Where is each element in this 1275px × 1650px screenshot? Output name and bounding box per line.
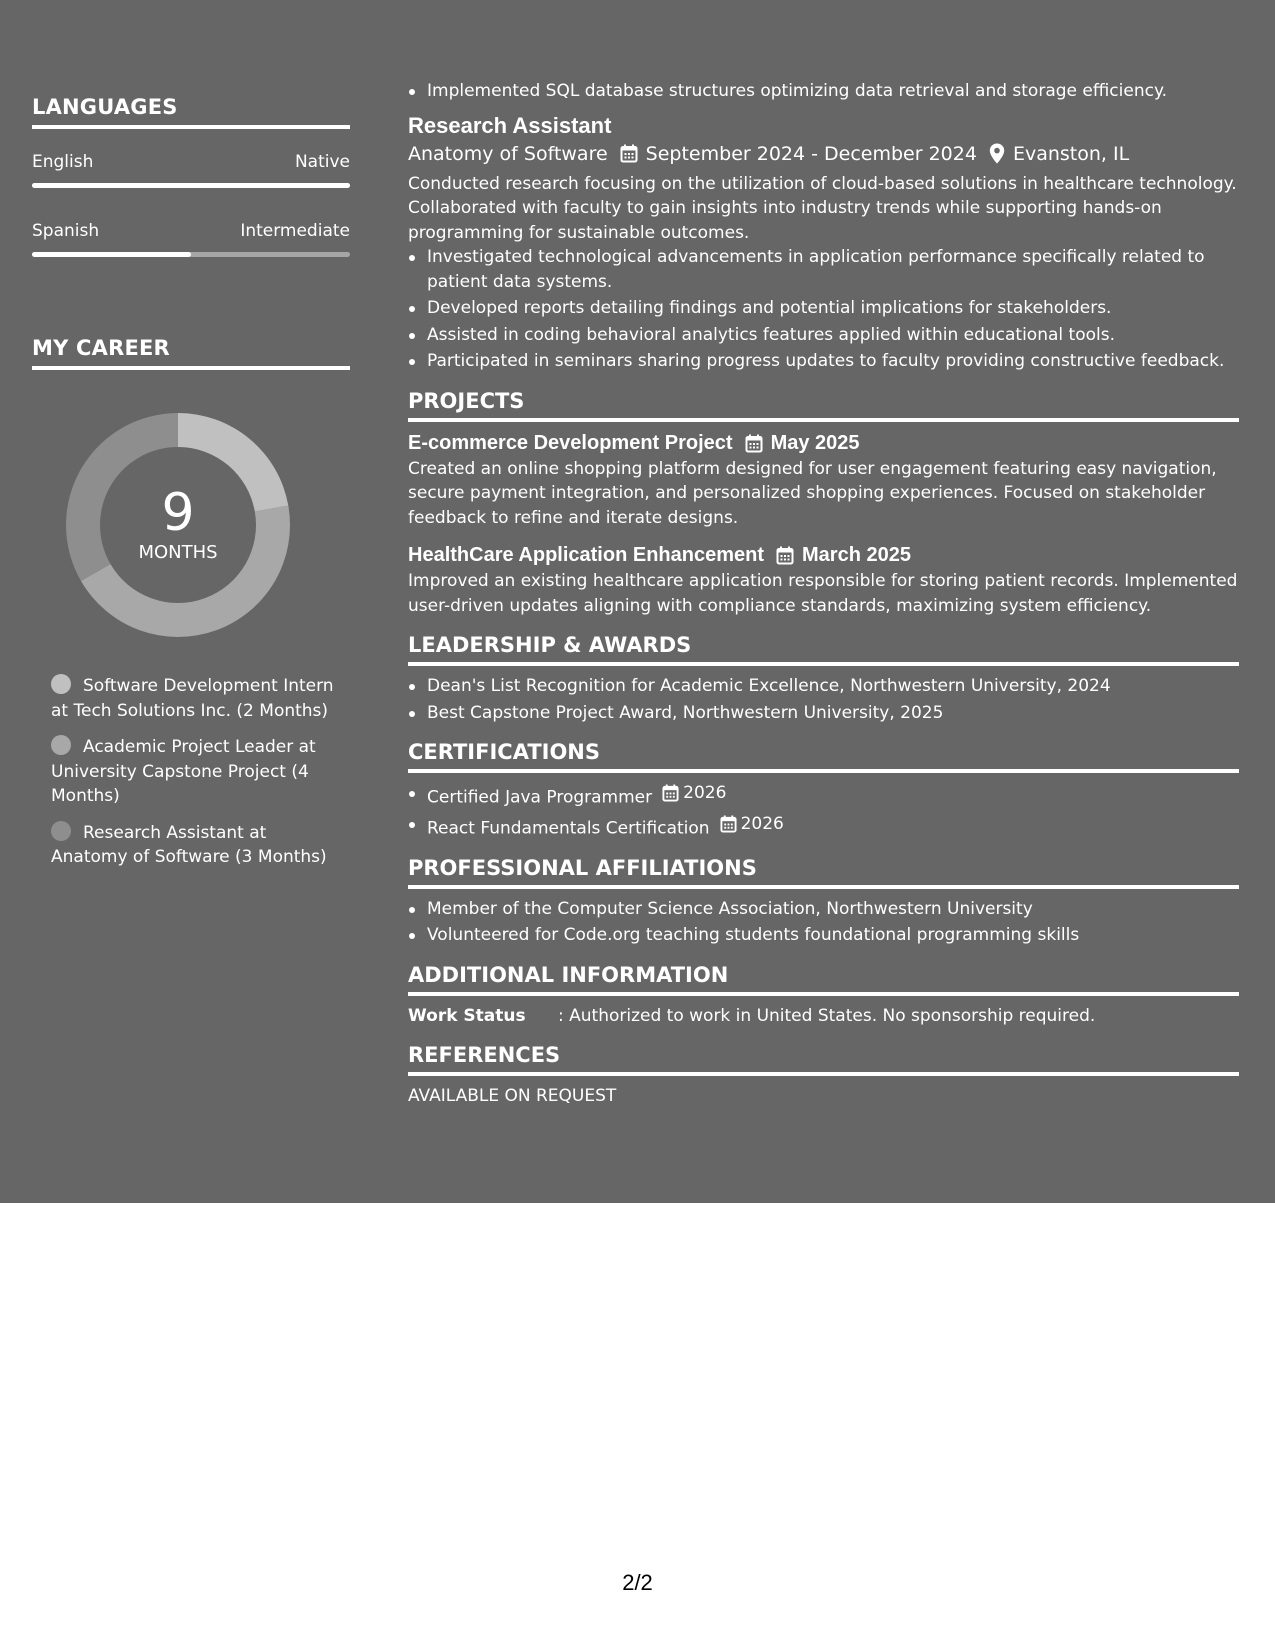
- legend-dot-icon: [51, 674, 71, 694]
- legend-label: Software Development Intern at Tech Solutions Inc. (2 Months): [51, 676, 334, 721]
- project-item: [408, 430, 1239, 531]
- project-description: Created an online shopping platform designed for user engagement featuring easy navigation, secure payment integration, and personalized shopping experiences. Focused on stakeholder feedback to refine and iterate designs.: [408, 458, 1217, 528]
- job-bullet: Assisted in coding behavioral analytics features applied within educational tools.: [427, 323, 1239, 348]
- certification-date: [720, 812, 784, 837]
- certification-year: 2026: [740, 813, 784, 834]
- calendar-icon: [620, 144, 638, 163]
- calendar-icon: [776, 546, 794, 565]
- experience-bullet: Implemented SQL database structures optimizing data retrieval and storage efficiency.: [427, 79, 1239, 104]
- work-status-value: : Authorized to work in United States. No sponsorship required.: [558, 1005, 1096, 1026]
- right-column: [408, 79, 1239, 1108]
- references-heading: REFERENCES: [408, 1042, 1239, 1076]
- language-proficiency-fill: [32, 252, 191, 257]
- project-date: March 2025: [802, 544, 911, 566]
- job-location: Evanston, IL: [1012, 142, 1130, 165]
- project-description: Improved an existing healthcare application responsible for storing patient records. Implemented user-driven updates aligning with compliance standards, maximizing system efficiency.: [408, 571, 1238, 616]
- certification-name: Certified Java Programmer: [427, 787, 653, 808]
- career-total-value: 9: [161, 483, 195, 543]
- languages-heading: LANGUAGES: [32, 94, 350, 129]
- legend-item: [51, 674, 336, 723]
- job-bullet: Investigated technological advancements in application performance specifically related to patient data systems.: [427, 245, 1239, 294]
- language-row: [32, 220, 350, 242]
- language-level: Intermediate: [240, 221, 350, 241]
- certification-item: [427, 781, 1239, 810]
- job-bullets: [408, 245, 1239, 374]
- career-heading: MY CAREER: [32, 335, 350, 370]
- additional-info-heading: ADDITIONAL INFORMATION: [408, 962, 1239, 996]
- legend-label: Academic Project Leader at University Capstone Project (4 Months): [51, 737, 316, 806]
- leadership-list: [408, 674, 1239, 725]
- legend-item: [51, 821, 336, 870]
- legend-dot-icon: [51, 821, 71, 841]
- job-bullet: Developed reports detailing findings and potential implications for stakeholders.: [427, 296, 1239, 321]
- job-bullet: Participated in seminars sharing progress updates to faculty providing constructive feedback.: [427, 349, 1239, 374]
- work-status-row: [408, 1004, 1239, 1028]
- job-dates: September 2024 - December 2024: [645, 142, 977, 165]
- calendar-icon: [720, 815, 737, 833]
- career-total-unit: MONTHS: [138, 542, 218, 563]
- legend-label: Research Assistant at Anatomy of Software (3 Months): [51, 822, 327, 867]
- calendar-icon: [745, 434, 763, 453]
- page-number: 2/2: [622, 1570, 653, 1595]
- job-meta: [408, 140, 1239, 168]
- references-text: AVAILABLE ON REQUEST: [408, 1085, 617, 1106]
- affiliation-item: Volunteered for Code.org teaching students foundational programming skills: [427, 923, 1239, 948]
- leadership-item: Dean's List Recognition for Academic Excellence, Northwestern University, 2024: [427, 674, 1239, 699]
- legend-item: [51, 735, 336, 809]
- projects-heading: PROJECTS: [408, 388, 1239, 422]
- language-proficiency-bar: [32, 252, 350, 257]
- project-title-row: [408, 542, 1239, 569]
- certification-item: [427, 812, 1239, 841]
- leadership-heading: LEADERSHIP & AWARDS: [408, 632, 1239, 666]
- certification-name: React Fundamentals Certification: [427, 818, 710, 838]
- job-title: Research Assistant: [408, 112, 612, 138]
- experience-tail-list: [408, 79, 1239, 104]
- job-company: Anatomy of Software: [408, 142, 608, 165]
- project-date: May 2025: [770, 431, 860, 454]
- certifications-list: [408, 781, 1239, 841]
- language-proficiency-bar: [32, 183, 350, 188]
- language-row: [32, 151, 350, 173]
- language-name: English: [32, 152, 94, 172]
- certification-year: 2026: [683, 783, 727, 803]
- certifications-heading: CERTIFICATIONS: [408, 739, 1239, 773]
- legend-dot-icon: [51, 735, 71, 755]
- location-pin-icon: [989, 143, 1005, 164]
- project-name: E-commerce Development Project: [408, 431, 733, 454]
- affiliations-list: [408, 897, 1239, 948]
- language-name: Spanish: [32, 221, 100, 241]
- affiliations-heading: PROFESSIONAL AFFILIATIONS: [408, 855, 1239, 889]
- calendar-icon: [662, 784, 679, 802]
- language-proficiency-fill: [32, 183, 350, 188]
- project-title-row: [408, 430, 1239, 457]
- leadership-item: Best Capstone Project Award, Northwestern University, 2025: [427, 701, 1239, 726]
- language-level: Native: [294, 152, 350, 172]
- career-legend: [51, 674, 336, 870]
- work-status-label: Work Status: [408, 1005, 526, 1026]
- certification-date: [662, 781, 726, 806]
- career-donut-chart: [65, 412, 291, 638]
- left-column: [32, 94, 350, 882]
- donut-center-label: [65, 412, 291, 638]
- project-item: [408, 542, 1239, 618]
- job-summary: Conducted research focusing on the utilization of cloud-based solutions in healthcare technology. Collaborated with faculty to gain insights into industry trends while supporting hands-on programming for sustainable outcomes.: [408, 173, 1237, 243]
- affiliation-item: Member of the Computer Science Association, Northwestern University: [427, 897, 1239, 922]
- project-name: HealthCare Application Enhancement: [408, 544, 764, 566]
